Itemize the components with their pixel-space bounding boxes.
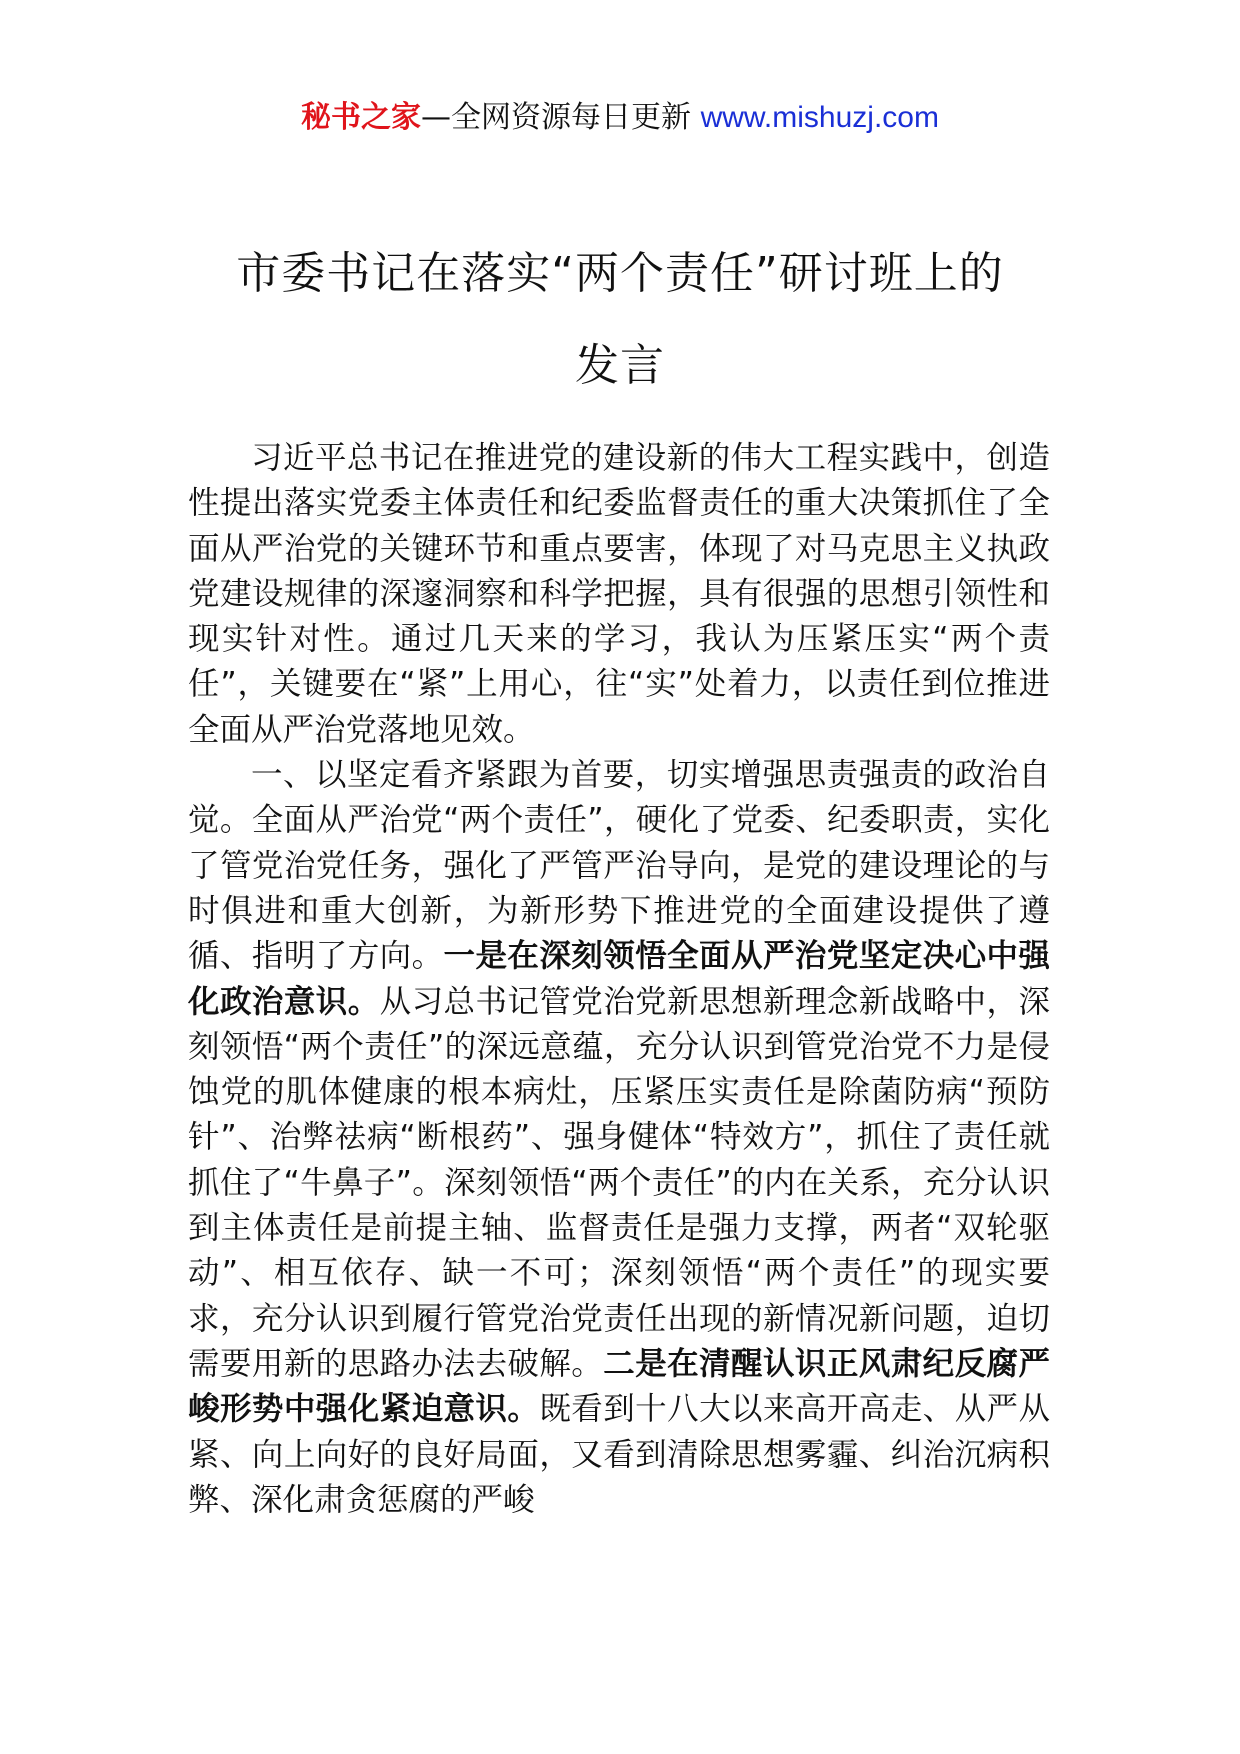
document-title	[150, 228, 1090, 412]
paragraph-intro: 习近平总书记在推进党的建设新的伟大工程实践中，创造性提出落实党委主体责任和纪委监督责任的重大决策抓住了全面从严治党的关键环节和重点要害，体现了对马克思主义执政党建设规律的深邃洞察和科学把握，具有很强的思想引领性和现实针对性。通过几天来的学习，我认为压紧压实“两个责任”，关键要在“紧”上用心，往“实”处着力，以责任到位推进全面从严治党落地见效。	[188, 440, 1050, 748]
paragraph-section-one	[188, 753, 1050, 1523]
title-line-1: 市委书记在落实“两个责任”研讨班上的	[236, 248, 1004, 299]
point-one-text: 从习总书记管党治党新思想新理念新战略中，深刻领悟“两个责任”的深远意蕴，充分认识到管党治党不力是侵蚀党的肌体健康的根本病灶，压紧压实责任是除菌防病“预防针”、治弊祛病“断根药”、强身健体“特效方”，抓住了责任就抓住了“牛鼻子”。深刻领悟“两个责任”的内在关系，充分认识到主体责任是前提主轴、监督责任是强力支撑，两者“双轮驱动”、相互依存、缺一不可；深刻领悟“两个责任”的现实要求，充分认识到履行管党治党责任出现的新情况新问题，迫切需要用新的思路办法去破解。	[188, 983, 1050, 1382]
website-link[interactable]: www.mishuzj.com	[700, 101, 939, 134]
point-one-heading: 一是在深刻领悟全面从严治党坚定决心中强化政治意识。	[188, 938, 1050, 1020]
header-tagline: —全网资源每日更新	[421, 100, 701, 135]
point-two-heading: 二是在清醒认识正风肃纪反腐严峻形势中强化紧迫意识。	[188, 1345, 1050, 1428]
source-header	[0, 98, 1240, 138]
document-body	[188, 436, 1050, 1523]
point-two-text: 既看到十八大以来高开高走、从严从紧、向上向好的良好局面，又看到清除思想雾霾、纠治沉病积弊、深化肃贪惩腐的严峻	[188, 1391, 1050, 1518]
section-one-lead: 一、以坚定看齐紧跟为首要，切实增强思责强责的政治自觉。全面从严治党“两个责任”，硬化了党委、纪委职责，实化了管党治党任务，强化了严管严治导向，是党的建设理论的与时俱进和重大创新，为新形势下推进党的全面建设提供了遵循、指明了方向。	[188, 757, 1050, 975]
title-line-2: 发言	[575, 340, 665, 391]
brand-name: 秘书之家	[301, 100, 422, 135]
